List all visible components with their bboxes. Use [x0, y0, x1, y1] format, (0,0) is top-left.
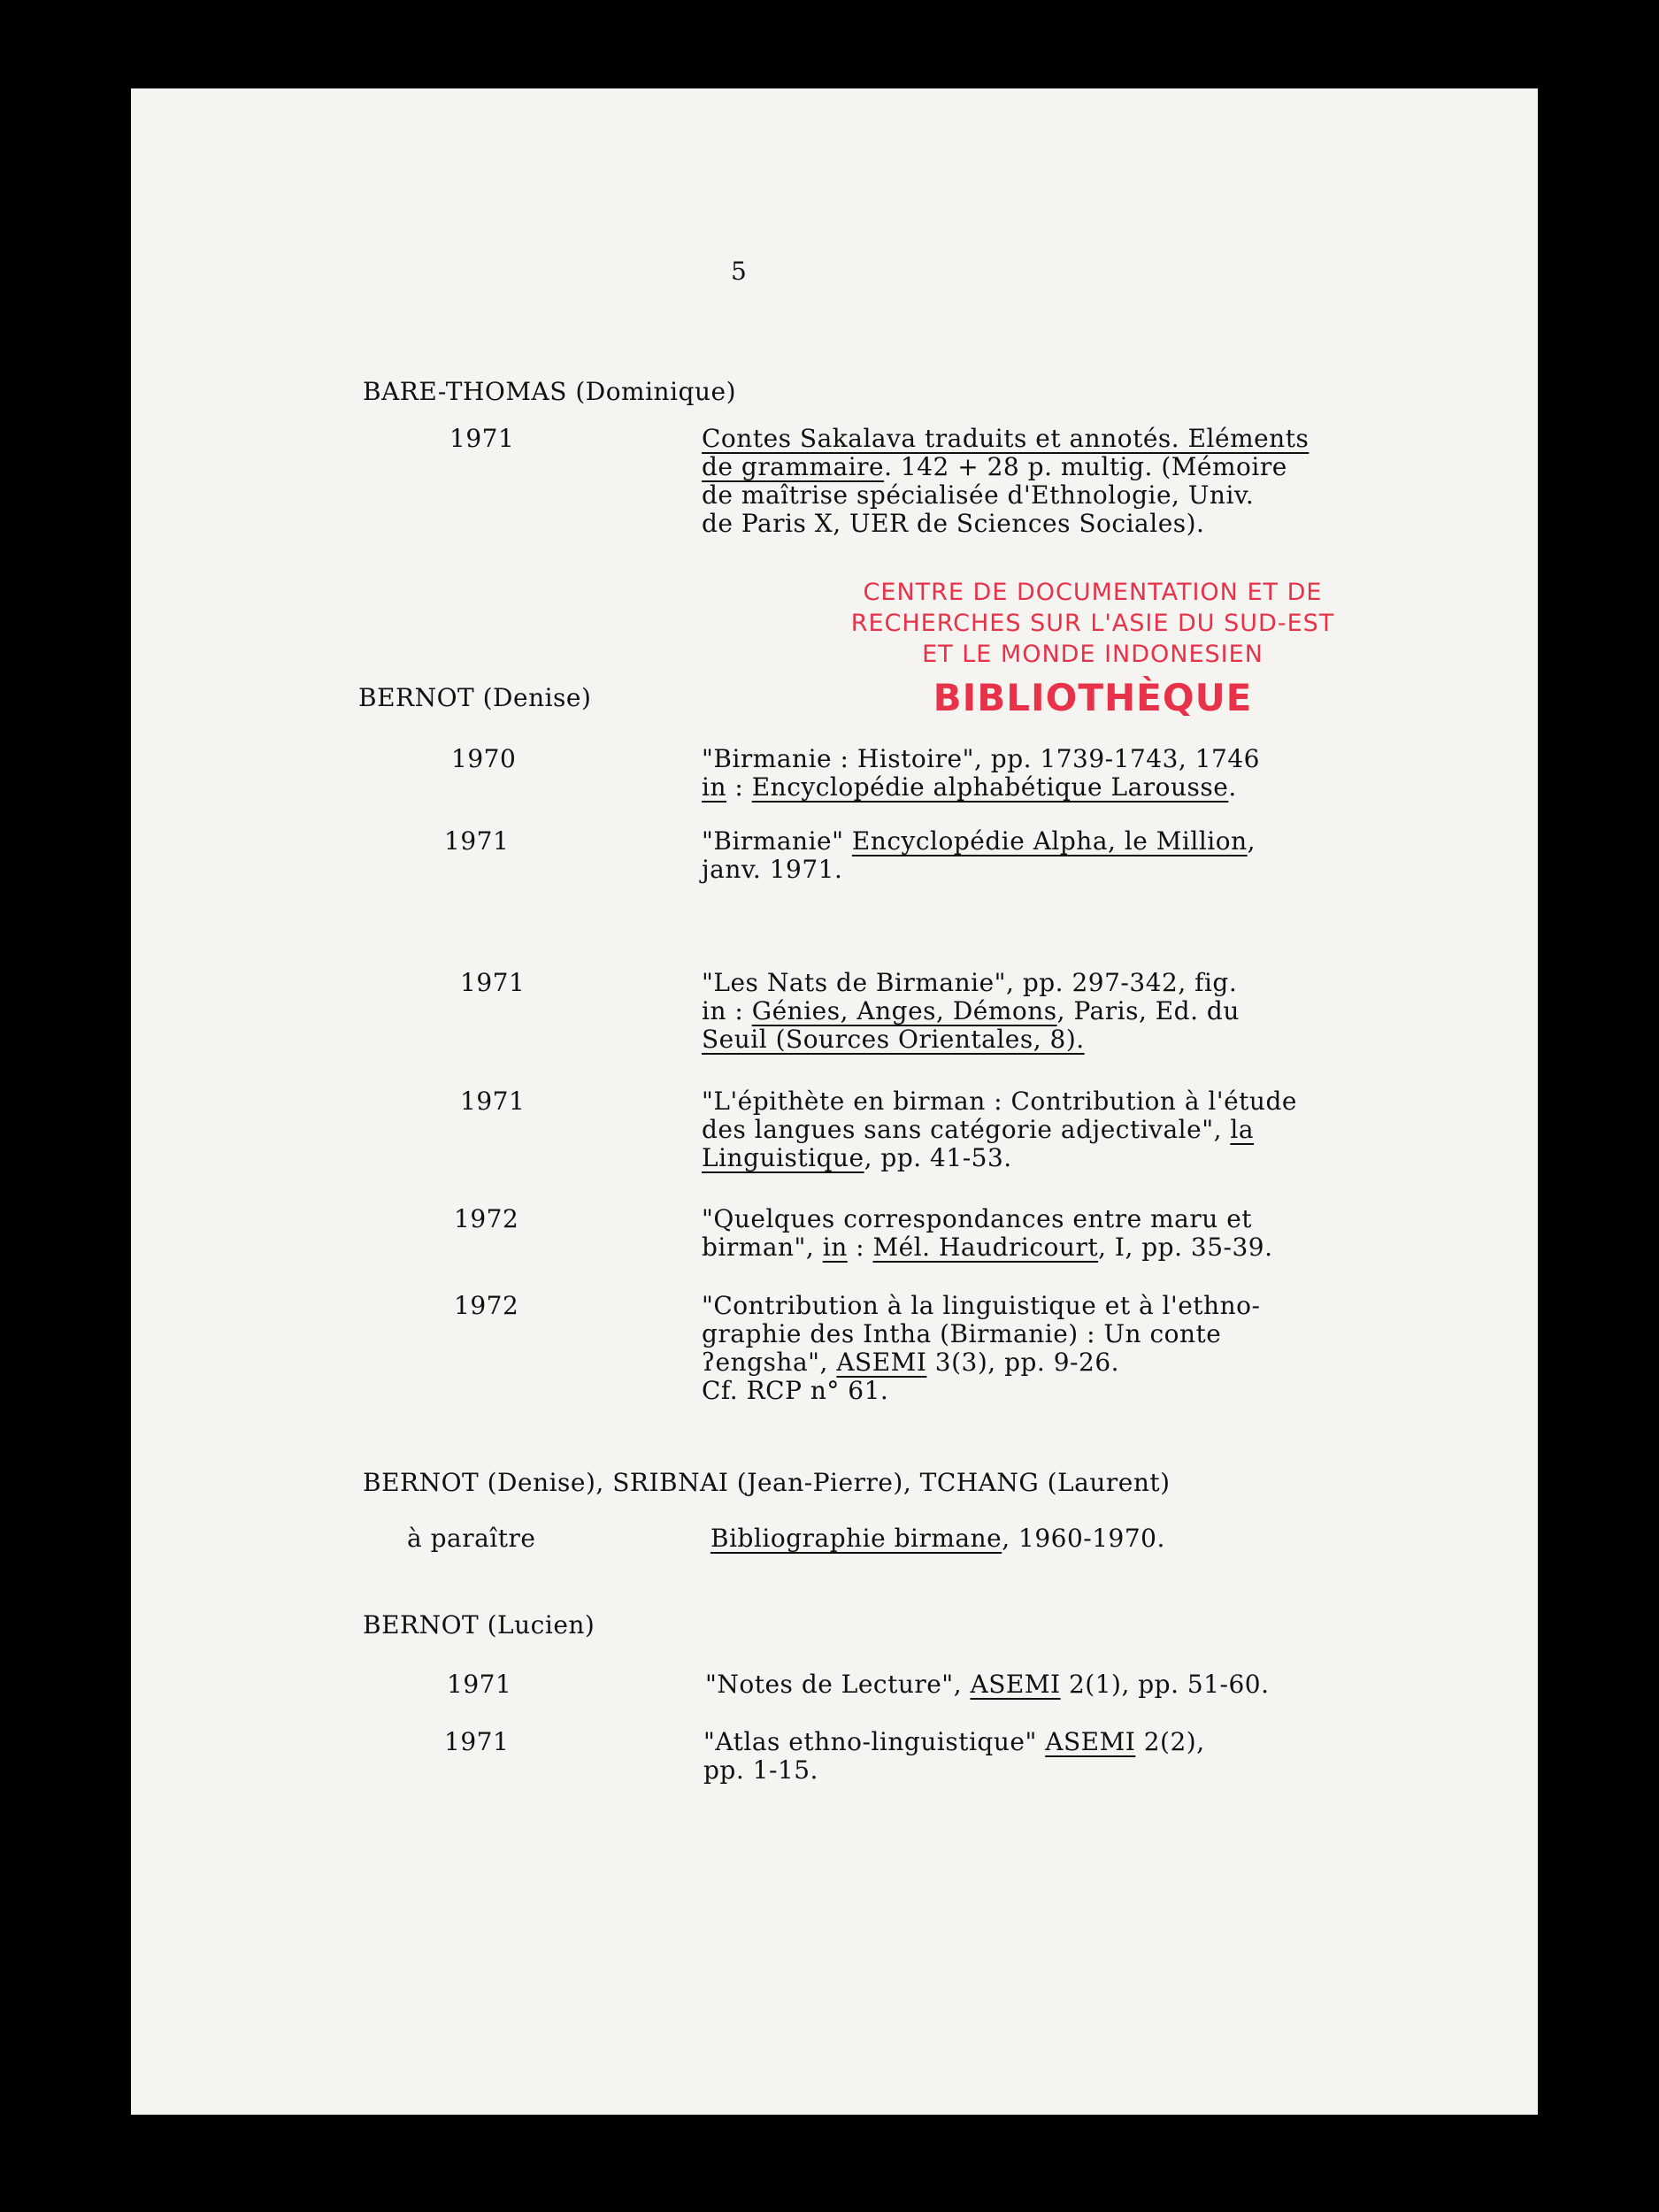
entry-text: des langues sans catégorie adjectivale",	[702, 1115, 1231, 1144]
entry-text-line	[702, 1140, 1012, 1176]
author-name: BERNOT (Lucien)	[363, 1610, 595, 1640]
entry-text: , pp. 41-53.	[864, 1143, 1012, 1172]
entry-year: 1970	[451, 744, 517, 773]
entry-year: 1971	[460, 1087, 526, 1116]
underlined-title: in	[702, 772, 726, 802]
entry-text-line	[702, 1021, 1085, 1057]
entry-text: "Notes de Lecture",	[705, 1670, 971, 1699]
entry-text: janv. 1971.	[702, 855, 843, 884]
underlined-title: Bibliographie birmane	[710, 1524, 1002, 1553]
underlined-title: la	[1230, 1115, 1255, 1144]
entry-text: pp. 1-15.	[703, 1755, 818, 1785]
entry-text-line	[710, 1520, 1165, 1556]
entry-text: de maîtrise spécialisée d'Ethnologie, Univ.	[702, 480, 1255, 510]
underlined-title: Mél. Haudricourt	[872, 1233, 1099, 1262]
underlined-title: de grammaire	[702, 452, 885, 481]
entry-text: "Contribution à la linguistique et à l'ethno-	[702, 1291, 1261, 1320]
stamp-line: ET LE MONDE INDONESIEN	[922, 641, 1263, 668]
stamp-title: BIBLIOTHÈQUE	[933, 676, 1253, 719]
underlined-title: Génies, Anges, Démons	[751, 996, 1057, 1025]
author-name: BERNOT (Denise)	[358, 683, 592, 712]
underlined-title: Seuil (Sources Orientales, 8).	[702, 1025, 1085, 1054]
entry-text: . 142 + 28 p. multig. (Mémoire	[884, 452, 1287, 481]
author-name: BERNOT (Denise), SRIBNAI (Jean-Pierre), TCHANG (Laurent)	[363, 1468, 1171, 1497]
underlined-title: in	[822, 1233, 848, 1262]
entry-text-line	[702, 1372, 888, 1409]
entry-text: :	[726, 772, 752, 802]
underlined-title: Encyclopédie Alpha, le Million	[851, 826, 1248, 856]
entry-text-line	[702, 851, 842, 887]
entry-text: 3(3), pp. 9-26.	[926, 1348, 1120, 1377]
entry-text: ,	[1247, 826, 1256, 856]
entry-text: 2(1), pp. 51-60.	[1060, 1670, 1270, 1699]
entry-year: à paraître	[407, 1524, 536, 1553]
author-name: BARE-THOMAS (Dominique)	[363, 377, 736, 406]
entry-text-line	[702, 505, 1204, 541]
entry-year: 1972	[454, 1291, 519, 1320]
entry-text: .	[1228, 772, 1237, 802]
entry-year: 1972	[454, 1204, 519, 1233]
underlined-title: Linguistique	[702, 1143, 864, 1172]
entry-text-line	[702, 1229, 1273, 1265]
entry-text: Cf. RCP n° 61.	[702, 1376, 889, 1405]
entry-text: birman",	[702, 1233, 823, 1262]
entry-text: de Paris X, UER de Sciences Sociales).	[702, 509, 1205, 538]
entry-text-line	[705, 1666, 1270, 1702]
entry-text: ʔengsha",	[702, 1348, 837, 1377]
underlined-title: ASEMI	[1045, 1727, 1136, 1756]
entry-text-line	[703, 1752, 818, 1788]
entry-text: graphie des Intha (Birmanie) : Un conte	[702, 1319, 1222, 1348]
entry-text: :	[847, 1233, 873, 1262]
entry-year: 1971	[460, 968, 526, 997]
stamp-line: RECHERCHES SUR L'ASIE DU SUD-EST	[850, 610, 1335, 637]
entry-text: , 1960-1970.	[1002, 1524, 1165, 1553]
entry-text-line	[702, 769, 1237, 805]
entry-text: "Birmanie"	[702, 826, 852, 856]
entry-text: "Les Nats de Birmanie", pp. 297-342, fig.	[702, 968, 1238, 997]
entry-text: "Atlas ethno-linguistique"	[703, 1727, 1046, 1756]
page-number: 5	[731, 257, 747, 286]
entry-text: 2(2),	[1135, 1727, 1205, 1756]
entry-year: 1971	[444, 826, 510, 856]
underlined-title: ASEMI	[970, 1670, 1061, 1699]
entry-text: in :	[702, 996, 752, 1025]
entry-text: "Quelques correspondances entre maru et	[702, 1204, 1253, 1233]
entry-year: 1971	[447, 1670, 512, 1699]
underlined-title: Contes Sakalava traduits et annotés. Eléments	[702, 424, 1310, 453]
underlined-title: ASEMI	[836, 1348, 927, 1377]
entry-text: "Birmanie : Histoire", pp. 1739-1743, 1746	[702, 744, 1260, 773]
entry-text: , Paris, Ed. du	[1056, 996, 1240, 1025]
entry-text: "L'épithète en birman : Contribution à l'étude	[702, 1087, 1297, 1116]
entry-text: , I, pp. 35-39.	[1098, 1233, 1273, 1262]
stamp-line: CENTRE DE DOCUMENTATION ET DE	[863, 579, 1323, 606]
underlined-title: Encyclopédie alphabétique Larousse	[751, 772, 1229, 802]
library-stamp	[845, 577, 1340, 721]
entry-year: 1971	[444, 1727, 510, 1756]
entry-year: 1971	[449, 424, 515, 453]
